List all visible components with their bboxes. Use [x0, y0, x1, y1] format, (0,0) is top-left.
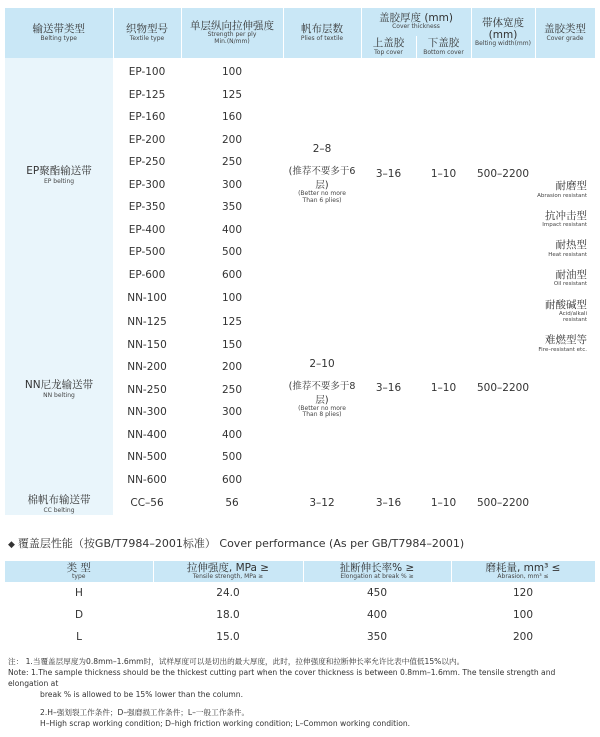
abrasion-cell: 200: [512, 631, 534, 644]
note-2-zh: 2.H–强划裂工作条件；D–强磨损工作条件；L–一般工作条件。: [40, 708, 250, 717]
textile-type-cell: NN-150: [127, 338, 167, 351]
textile-type-cell: NN-250: [127, 383, 167, 396]
cover-performance-title: ◆ 覆盖层性能（按GB/T7984–2001标准） Cover performance (As per GB/T7984–2001): [8, 537, 465, 550]
textile-type-cell: NN-400: [127, 428, 167, 441]
header-textile-type: 织物型号 Textile type: [113, 8, 181, 58]
diamond-bullet-icon: ◆: [8, 540, 15, 550]
cover-header-abrasion: 磨耗量, mm³ ≤ Abrasion, mm³ ≤: [451, 561, 595, 582]
textile-type-cell: EP-500: [128, 246, 166, 259]
textile-type-cell: EP-100: [128, 66, 166, 79]
tensile-cell: 18.0: [216, 609, 240, 622]
group-name-cc: 棉帆布输送带 CC belting: [5, 491, 113, 515]
textile-type-cell: NN-200: [127, 361, 167, 373]
table-row: [5, 491, 595, 515]
textile-type-cell: EP-200: [128, 133, 166, 146]
group-name-ep: EP聚酯输送带 EP belting: [5, 58, 113, 286]
header-top-cover: 上盖胶 Top cover: [361, 36, 416, 58]
header-cover-grade: 盖胶类型 Cover grade: [535, 8, 595, 58]
strength-cell: 500: [221, 246, 243, 259]
cover-header-type: 类 型 type: [5, 561, 153, 582]
header-plies: 帆布层数 Plies of textile: [283, 8, 361, 58]
textile-type-cell: NN-500: [127, 451, 167, 463]
strength-cell: 500: [221, 451, 243, 463]
strength-cell: 56: [225, 496, 239, 509]
top-cover-ep: 3–16: [375, 167, 402, 180]
textile-type-cell: NN-125: [127, 316, 167, 328]
textile-type-cell: EP-160: [128, 111, 166, 124]
textile-type-cell: NN-100: [127, 292, 167, 305]
strength-cell: 400: [221, 428, 243, 441]
cover-performance-table: [5, 561, 596, 648]
plies-cc: 3–12: [309, 496, 335, 509]
table-row: [5, 626, 595, 648]
cover-header-elongation: 扯断伸长率% ≥ Elongation at break % ≥: [303, 561, 451, 582]
belt-spec-table: [5, 8, 595, 515]
cover-type-cell: D: [74, 609, 84, 622]
header-cover-thickness: 盖胶厚度 (mm) Cover thickness: [361, 8, 471, 36]
strength-cell: 250: [221, 383, 243, 396]
grade-item: 耐油型 Oil resistant: [553, 268, 587, 288]
textile-type-cell: NN-300: [127, 406, 167, 418]
strength-cell: 350: [221, 201, 243, 214]
textile-type-cell: EP-600: [128, 268, 166, 281]
cover-type-cell: H: [75, 587, 83, 600]
note-1-zh: 注： 1.当覆盖层厚度为0.8mm–1.6mm时，试样厚度可以是切出的最大厚度，此时，拉伸强度和拉断伸长率允许比表中值低15%以内。: [8, 657, 465, 666]
strength-cell: 300: [221, 178, 243, 191]
grade-item: 耐热型 Heat resistant: [548, 239, 587, 258]
bottom-cover-cc: 1–10: [430, 496, 457, 509]
top-cover-cc: 3–16: [375, 496, 402, 509]
strength-cell: 600: [221, 473, 243, 486]
elongation-cell: 450: [366, 587, 388, 600]
strength-cell: 125: [221, 88, 243, 101]
width-ep: 500–2200: [476, 167, 529, 180]
notes-block: [8, 656, 593, 729]
textile-type-cell: NN-600: [127, 473, 167, 486]
top-cover-nn: 3–16: [375, 382, 402, 395]
note-1-en-cont: break % is allowed to be 15% lower than the column.: [40, 690, 243, 699]
strength-cell: 100: [221, 66, 243, 79]
bottom-cover-nn: 1–10: [430, 382, 457, 395]
grade-item: 耐磨型 Abrasion resistant: [537, 180, 587, 199]
table-row: [5, 58, 595, 84]
bottom-cover-ep: 1–10: [430, 167, 457, 180]
textile-type-cell: EP-250: [128, 156, 166, 169]
elongation-cell: 350: [366, 631, 388, 644]
strength-cell: 150: [221, 338, 243, 351]
textile-type-cell: EP-400: [128, 223, 166, 236]
note-1-en: Note: 1.The sample thickness should be the thickest cutting part when the cover thickness is between 0.8mm–1.6mm. The tensile strength and elongation at: [8, 668, 556, 688]
strength-cell: 160: [221, 111, 243, 124]
plies-ep: 2–8 (推荐不要多于6层) (Better no more Than 6 plies): [288, 143, 356, 204]
header-belting-width: 带体宽度 (mm) Belting width(mm): [471, 8, 535, 58]
table-row: [5, 582, 595, 604]
strength-cell: 100: [221, 292, 243, 305]
textile-type-cell: EP-300: [128, 178, 166, 191]
tensile-cell: 24.0: [216, 587, 240, 600]
strength-cell: 200: [221, 361, 243, 373]
grade-item: 难燃型等 Fire–resistant etc.: [538, 334, 587, 353]
cover-header-tensile: 拉伸强度, MPa ≥ Tensile strength, MPa ≥: [153, 561, 303, 582]
grade-item: 抗冲击型 Impact resistant: [542, 209, 587, 229]
width-cc: 500–2200: [476, 496, 529, 509]
header-belting-type: 输送带类型 Belting type: [5, 8, 113, 58]
header-bottom-cover: 下盖胶 Bottom cover: [416, 36, 471, 58]
textile-type-cell: EP-350: [128, 201, 166, 214]
grade-item: 耐酸碱型 Acid/alkali resistant: [545, 298, 587, 324]
table-row: [5, 604, 595, 626]
cover-grade-list: [535, 58, 595, 515]
note-2-en: H–High scrap working condition; D–high friction working condition; L–Common working condition.: [40, 719, 411, 728]
textile-type-cell: CC–56: [130, 496, 164, 509]
textile-type-cell: EP-125: [128, 88, 166, 101]
strength-cell: 600: [221, 268, 243, 281]
strength-cell: 300: [221, 406, 243, 418]
table-row: [5, 286, 595, 311]
group-name-nn: NN尼龙输送带 NN belting: [5, 286, 113, 491]
strength-cell: 400: [221, 223, 243, 236]
width-nn: 500–2200: [476, 382, 529, 395]
elongation-cell: 400: [366, 609, 388, 622]
tensile-cell: 15.0: [216, 631, 240, 644]
strength-cell: 200: [221, 133, 243, 146]
abrasion-cell: 120: [512, 587, 534, 600]
strength-cell: 250: [221, 156, 243, 169]
abrasion-cell: 100: [512, 609, 534, 622]
header-strength: 单层纵向拉伸强度 Strength per ply Min.(N/mm): [181, 8, 283, 58]
cover-type-cell: L: [76, 631, 82, 644]
plies-nn: 2–10 (推荐不要多于8层) (Better no more Than 8 plies): [288, 357, 356, 419]
strength-cell: 125: [221, 316, 243, 328]
